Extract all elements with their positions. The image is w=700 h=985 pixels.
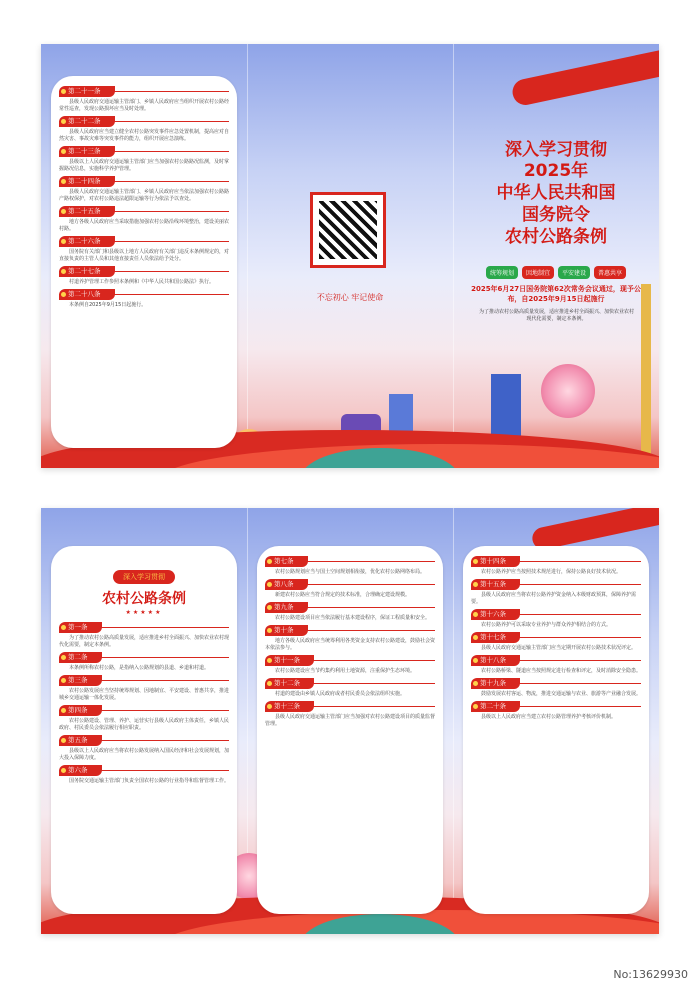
slogan-row bbox=[453, 266, 659, 279]
article-item bbox=[59, 652, 229, 672]
article-number: 第十四条 bbox=[471, 556, 520, 567]
article-number: 第七条 bbox=[265, 556, 308, 567]
article-heading bbox=[265, 701, 435, 712]
article-text: 县级人民政府交通运输主管部门、乡镇人民政府应当组织开展农村公路经常性巡查，发现公路损坏应当及时处理。 bbox=[59, 99, 230, 112]
cover-title-line: 2025年 bbox=[523, 161, 589, 181]
article-text: 农村公路建设项目应当依法履行基本建设程序，保证工程质量和安全。 bbox=[275, 615, 431, 621]
brochure-outer-sheet bbox=[41, 44, 659, 468]
article-item bbox=[265, 579, 435, 599]
article-item bbox=[59, 289, 229, 309]
article-heading bbox=[59, 675, 229, 686]
qr-code bbox=[310, 192, 386, 268]
article-item bbox=[59, 206, 229, 233]
red-ribbon bbox=[510, 47, 659, 108]
fold-line bbox=[453, 508, 454, 934]
article-heading bbox=[59, 146, 229, 157]
article-text: 县级以上人民政府应当建立农村公路管理养护考核评价机制。 bbox=[481, 714, 617, 720]
article-item bbox=[59, 236, 229, 263]
article-number: 第二十三条 bbox=[59, 146, 115, 157]
article-heading bbox=[471, 701, 641, 712]
article-text: 农村公路桥梁、隧道应当按照规定进行检查和评定，及时消除安全隐患。 bbox=[481, 668, 642, 674]
cover-title bbox=[453, 140, 659, 248]
article-item bbox=[265, 625, 435, 652]
article-text: 本条例所称农村公路，是指纳入公路规划的县道、乡道和村道。 bbox=[69, 665, 210, 671]
article-text: 国务院有关部门和县级以上地方人民政府有关部门违反本条例规定的，对直接负责的主管人员和其他直接责任人员依法给予处分。 bbox=[59, 249, 230, 262]
article-item bbox=[59, 622, 229, 649]
peony-illustration bbox=[541, 364, 595, 418]
article-heading bbox=[59, 236, 229, 247]
article-text: 农村公路养护应当按照技术规范进行，保持公路良好技术状况。 bbox=[481, 569, 622, 575]
article-item bbox=[471, 632, 641, 652]
article-number: 第六条 bbox=[59, 765, 102, 776]
fold-line bbox=[453, 44, 454, 468]
article-text: 地方各级人民政府应当统筹利用各类资金支持农村公路建设，鼓励社会资本依法参与。 bbox=[265, 638, 436, 651]
article-item bbox=[59, 86, 229, 113]
brochure-inner-sheet bbox=[41, 508, 659, 934]
article-number: 第十三条 bbox=[265, 701, 314, 712]
article-item bbox=[471, 609, 641, 629]
articles-panel-14-20 bbox=[463, 546, 649, 914]
article-heading bbox=[471, 609, 641, 620]
article-number: 第十条 bbox=[265, 625, 308, 636]
article-number: 第五条 bbox=[59, 735, 102, 746]
article-item bbox=[471, 655, 641, 675]
article-text: 农村公路规划应当与国土空间规划相衔接，优化农村公路网络布局。 bbox=[275, 569, 426, 575]
article-text: 县级人民政府应当建立健全农村公路突发事件应急处置机制，提高应对自然灾害、事故灾难等突发事件的能力，组织开展应急演练。 bbox=[59, 129, 230, 142]
article-item bbox=[471, 579, 641, 606]
article-heading bbox=[59, 622, 229, 633]
article-item bbox=[59, 146, 229, 173]
article-item bbox=[59, 765, 229, 785]
article-heading bbox=[59, 266, 229, 277]
article-heading bbox=[471, 579, 641, 590]
article-number: 第四条 bbox=[59, 705, 102, 716]
article-text: 农村公路养护可以采取专业养护与群众养护相结合的方式。 bbox=[481, 622, 612, 628]
article-item bbox=[265, 701, 435, 728]
article-item bbox=[265, 602, 435, 622]
article-number: 第二十一条 bbox=[59, 86, 115, 97]
article-text: 县级人民政府应当将农村公路养护资金纳入本级财政预算，保障养护需要。 bbox=[471, 592, 637, 605]
article-text: 国务院交通运输主管部门负责全国农村公路的行业指导和监督管理工作。 bbox=[69, 778, 230, 784]
article-item bbox=[265, 678, 435, 698]
slogan-badge: 平安建设 bbox=[558, 266, 590, 279]
article-heading bbox=[471, 556, 641, 567]
article-heading bbox=[265, 579, 435, 590]
slogan-badge: 统筹规划 bbox=[486, 266, 518, 279]
article-heading bbox=[59, 705, 229, 716]
article-number: 第二十五条 bbox=[59, 206, 115, 217]
article-item bbox=[59, 735, 229, 762]
article-item bbox=[59, 266, 229, 286]
article-text: 县级人民政府交通运输主管部门、乡镇人民政府应当依法加强农村公路路产路权保护，对农村公路违法超限运输等行为依法予以查处。 bbox=[59, 189, 230, 202]
article-number: 第二十六条 bbox=[59, 236, 115, 247]
article-text: 农村公路发展应当坚持统筹规划、因地制宜、平安建设、普惠共享，推进城乡交通运输一体化发展。 bbox=[59, 688, 230, 701]
cover-title-line: 深入学习贯彻 bbox=[505, 140, 607, 160]
article-item bbox=[265, 655, 435, 675]
article-text: 县级人民政府交通运输主管部门应当加强对农村公路建设项目的质量监督管理。 bbox=[265, 714, 436, 727]
article-heading bbox=[59, 735, 229, 746]
article-item bbox=[265, 556, 435, 576]
article-number: 第九条 bbox=[265, 602, 308, 613]
articles-panel-1-6 bbox=[51, 546, 237, 914]
article-heading bbox=[265, 625, 435, 636]
article-text: 鼓励发展农村客运、物流，推进交通运输与农业、旅游等产业融合发展。 bbox=[481, 691, 642, 697]
article-heading bbox=[471, 678, 641, 689]
article-number: 第十五条 bbox=[471, 579, 520, 590]
article-number: 第二十条 bbox=[471, 701, 520, 712]
article-text: 村道的建设由乡镇人民政府或者村民委员会依法组织实施。 bbox=[275, 691, 406, 697]
article-heading bbox=[59, 86, 229, 97]
articles-panel-21-28 bbox=[51, 76, 237, 448]
article-heading bbox=[265, 556, 435, 567]
article-heading bbox=[59, 289, 229, 300]
article-text: 县级以上人民政府交通运输主管部门应当加强农村公路路况监测，及时掌握路况信息，实施科学养护管理。 bbox=[59, 159, 230, 172]
article-number: 第二十七条 bbox=[59, 266, 115, 277]
articles-panel-7-13 bbox=[257, 546, 443, 914]
article-number: 第十六条 bbox=[471, 609, 520, 620]
article-heading bbox=[471, 632, 641, 643]
article-text: 农村公路建设应当节约集约利用土地资源，注重保护生态环境。 bbox=[275, 668, 416, 674]
article-number: 第二十四条 bbox=[59, 176, 115, 187]
article-item bbox=[59, 176, 229, 203]
article-heading bbox=[471, 655, 641, 666]
article-number: 第八条 bbox=[265, 579, 308, 590]
article-text: 县级以上人民政府应当将农村公路发展纳入国民经济和社会发展规划，加大投入保障力度。 bbox=[59, 748, 230, 761]
article-heading bbox=[265, 655, 435, 666]
article-text: 地方各级人民政府应当采取措施加强农村公路沿线环境整治，建设美丽农村路。 bbox=[59, 219, 230, 232]
image-id-watermark: No:13629930 bbox=[613, 968, 688, 981]
inner-intro bbox=[59, 564, 229, 616]
article-heading bbox=[59, 206, 229, 217]
cover-title-line: 国务院令 bbox=[522, 205, 590, 225]
article-heading bbox=[265, 678, 435, 689]
slogan-badge: 普惠共享 bbox=[594, 266, 626, 279]
article-text: 新建农村公路应当符合规定的技术标准，合理确定建设规模。 bbox=[275, 592, 411, 598]
intro-badge: 深入学习贯彻 bbox=[113, 570, 175, 584]
article-number: 第三条 bbox=[59, 675, 102, 686]
article-item bbox=[471, 701, 641, 721]
article-item bbox=[471, 678, 641, 698]
article-item bbox=[59, 116, 229, 143]
intro-title: 农村公路条例 bbox=[102, 591, 186, 607]
article-heading bbox=[59, 765, 229, 776]
article-number: 第十二条 bbox=[265, 678, 314, 689]
article-number: 第二条 bbox=[59, 652, 102, 663]
article-number: 第一条 bbox=[59, 622, 102, 633]
article-heading bbox=[265, 602, 435, 613]
back-caption: 不忘初心 牢记使命 bbox=[316, 293, 384, 302]
article-number: 第十七条 bbox=[471, 632, 520, 643]
article-item bbox=[59, 675, 229, 702]
article-text: 本条例自2025年9月15日起施行。 bbox=[69, 302, 147, 308]
article-number: 第十八条 bbox=[471, 655, 520, 666]
star-row: ★★★★★ bbox=[125, 609, 163, 616]
cover-purpose-text: 为了推动农村公路高质量发展，适应推进乡村全面振兴、加快农业农村现代化需要，制定本条例。 bbox=[479, 309, 635, 322]
article-number: 第二十二条 bbox=[59, 116, 115, 127]
article-number: 第二十八条 bbox=[59, 289, 115, 300]
article-heading bbox=[59, 652, 229, 663]
column-illustration bbox=[641, 284, 651, 454]
article-number: 第十一条 bbox=[265, 655, 314, 666]
article-text: 农村公路建设、管理、养护、运营实行县级人民政府主体责任，乡镇人民政府、村民委员会依法履行相应职责。 bbox=[59, 718, 230, 731]
article-item bbox=[59, 705, 229, 732]
slogan-badge: 因地制宜 bbox=[522, 266, 554, 279]
cover-title-line: 农村公路条例 bbox=[505, 227, 607, 247]
article-text: 为了推动农村公路高质量发展，适应推进乡村全面振兴、加快农业农村现代化需要，制定本条例。 bbox=[59, 635, 230, 648]
article-text: 县级人民政府交通运输主管部门应当定期开展农村公路技术状况评定。 bbox=[481, 645, 637, 651]
article-text: 村道养护管理工作参照本条例和《中华人民共和国公路法》执行。 bbox=[69, 279, 215, 285]
article-number: 第十九条 bbox=[471, 678, 520, 689]
article-heading bbox=[59, 116, 229, 127]
fold-line bbox=[247, 44, 248, 468]
article-heading bbox=[59, 176, 229, 187]
cover-title-line: 中华人民共和国 bbox=[496, 183, 616, 203]
article-item bbox=[471, 556, 641, 576]
cover-date-text: 2025年6月27日国务院第62次常务会议通过，现予公布，自2025年9月15日起施行 bbox=[471, 285, 641, 303]
red-ribbon bbox=[530, 508, 659, 551]
